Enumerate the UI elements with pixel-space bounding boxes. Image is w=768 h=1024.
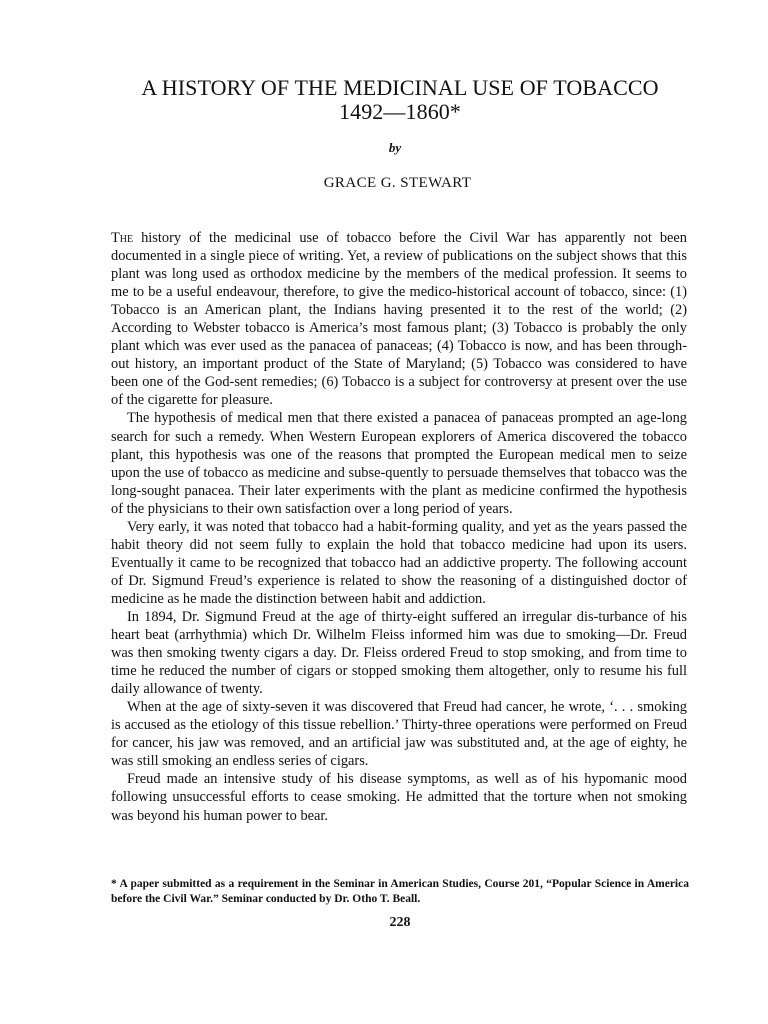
page-number: 228	[389, 915, 411, 930]
paragraph-1-lead: The	[111, 230, 134, 246]
paragraph-1	[111, 229, 687, 409]
title-line-1: A HISTORY OF THE MEDICINAL USE OF TOBACCO	[141, 75, 659, 100]
byline: by	[388, 140, 402, 155]
paragraph-3: Very early, it was noted that tobacco had a habit-forming quality, and yet as the years passed the habit theory did not seem fully to explain the hold that tobacco medicine had upon its users. Eventually it came to be recognized that tobacco had an addictive property. The following account of Dr. Sigmund Freud’s experience is related to show the reasoning of a distinguished doctor of medicine as he made the distinction between habit and addiction.	[111, 518, 687, 607]
footnote: * A paper submitted as a requirement in the Seminar in American Studies, Course 201, “Popular Science in America before the Civil War.” Seminar conducted by Dr. Otho T. Beall.	[111, 878, 689, 905]
author-name: GRACE G. STEWART	[323, 175, 472, 191]
paragraph-1-text: history of the medicinal use of tobacco before the Civil War has apparently not been documented in a single piece of writing. Yet, a review of publications on the subject shows that this plant was long used as orthodox medicine by the members of the medical profession. It seems to me to be a useful endeavour, therefore, to give the medico-historical account of tobacco, since: (1) Tobacco is an American plant, the Indians having presented it to the rest of the world; (2) According to Webster tobacco is America’s most famous plant; (3) Tobacco is probably the only plant which was ever used as the panacea of panaceas; (4) Tobacco is now, and has been through-out history, an important product of the State of Maryland; (5) Tobacco was considered to have been one of the God-sent remedies; (6) Tobacco is a subject for controversy at present over the use of the cigarette for pleasure.	[111, 230, 687, 409]
title-line-2: 1492—1860*	[339, 99, 461, 124]
paragraph-2: The hypothesis of medical men that there existed a panacea of panaceas prompted an age-long search for such a remedy. When Western European explorers of America discovered the tobacco plant, this hypothesis was one of the reasons that prompted the European medical men to seize upon the use of tobacco as medicine and subse-quently to persuade themselves that tobacco was the long-sought panacea. Their later experiments with the plant as medicine confirmed the hypothesis of the physicians to their own satisfaction over a long period of years.	[111, 410, 687, 517]
paragraph-4: In 1894, Dr. Sigmund Freud at the age of thirty-eight suffered an irregular dis-turbance of his heart beat (arrhythmia) which Dr. Wilhelm Fleiss informed him was due to smoking—Dr. Freud was then smoking twenty cigars a day. Dr. Fleiss ordered Freud to stop smoking, and from time to time he reduced the number of cigars or stopped smoking them altogether, only to resume his full daily allowance of twenty.	[111, 608, 687, 698]
paragraph-6: Freud made an intensive study of his disease symptoms, as well as of his hypomanic mood following unsuccessful efforts to cease smoking. He admitted that the torture when not smoking was beyond his human power to bear.	[111, 771, 687, 824]
paragraph-5: When at the age of sixty-seven it was discovered that Freud had cancer, he wrote, ‘. . . smoking is accused as the etiology of this tissue rebellion.’ Thirty-three operations were performed on Freud for cancer, his jaw was removed, and an artificial jaw was substituted and, at the age of eighty, he was still smoking an endless series of cigars.	[111, 699, 687, 770]
article-title	[0, 76, 768, 124]
article-body	[111, 229, 687, 825]
